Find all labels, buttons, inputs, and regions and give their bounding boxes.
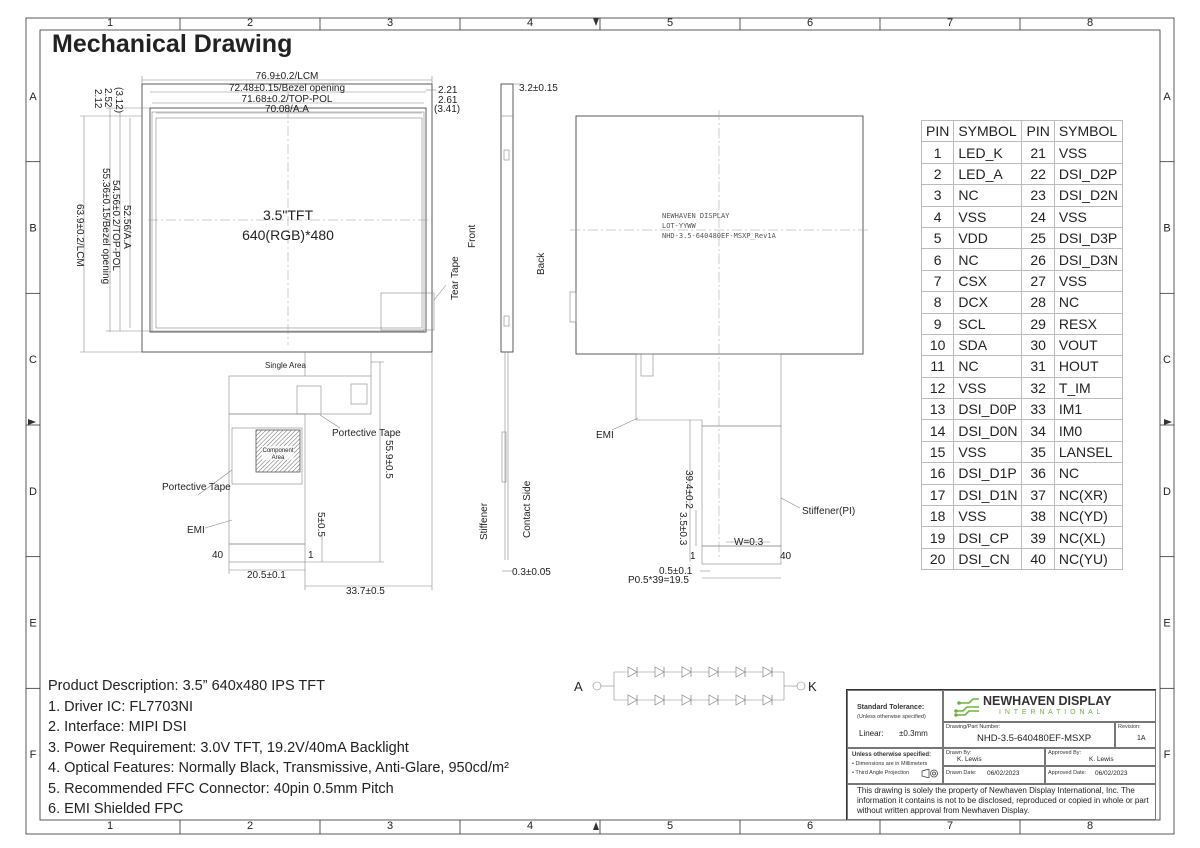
protective-tape-label-left: Portective Tape: [162, 482, 231, 493]
pin-row: [922, 227, 1123, 248]
pin-number: 37: [1022, 484, 1054, 505]
drawn-date: 06/02/2023: [987, 770, 1020, 777]
pin-symbol: DSI_D0P: [954, 399, 1022, 420]
dim-5: 5±0.5: [315, 512, 326, 537]
pin-row: [922, 334, 1123, 355]
stiffener-pi: [702, 426, 781, 546]
pin-symbol: DSI_D3N: [1054, 249, 1122, 270]
desc-interface: 2. Interface: MIPI DSI: [48, 719, 187, 735]
row-index: A: [1163, 90, 1171, 103]
pin-symbol: LED_K: [954, 142, 1022, 163]
bullet-mm: • Dimensions are in Millimeters: [852, 761, 928, 767]
pin-number: 23: [1022, 185, 1054, 206]
led-anode-label: A: [574, 679, 583, 694]
pin-number: 4: [922, 206, 954, 227]
emi-label-back: EMI: [596, 430, 614, 441]
unless-spec-2: Unless otherwise specified:: [852, 752, 932, 758]
pin-number: 19: [922, 527, 954, 548]
pin-row: [922, 163, 1123, 184]
revision-label: Revision:: [1118, 724, 1141, 730]
desc-emi: 6. EMI Shielded FPC: [48, 801, 184, 817]
pin-symbol: RESX: [1054, 313, 1122, 334]
diode-icon: [709, 667, 718, 677]
column-index: 7: [946, 17, 954, 29]
diode-icon: [763, 695, 772, 705]
part-number-label: Drawing/Part Number:: [946, 724, 1001, 730]
pin-number: 12: [922, 377, 954, 398]
pin-symbol: DSI_D3P: [1054, 227, 1122, 248]
part-number: NHD-3.5-640480EF-MSXP: [977, 733, 1092, 744]
dim-lcm-width: 76.9±0.2/LCM: [255, 71, 319, 82]
row-index: C: [1163, 354, 1171, 367]
diode-icon: [763, 667, 772, 677]
drawn-by: K. Lewis: [957, 756, 982, 763]
pin-symbol: NC(XL): [1054, 527, 1122, 548]
diode-icon: [655, 667, 664, 677]
revision: 1A: [1137, 735, 1146, 742]
pin-number: 3: [922, 185, 954, 206]
row-index: E: [1163, 617, 1171, 630]
pin-number: 20: [922, 548, 954, 569]
title-block: [846, 689, 1156, 820]
pin-row: [922, 249, 1123, 270]
pin-number: 36: [1022, 463, 1054, 484]
row-index: F: [1163, 749, 1171, 762]
back-label: Back: [536, 252, 547, 275]
pin-symbol: SDA: [954, 334, 1022, 355]
component-area-label-2: Area: [271, 455, 285, 461]
silk-line-3: NHD-3.5-640480EF-MSXP_Rev1A: [662, 232, 776, 240]
pin-number: 33: [1022, 399, 1054, 420]
pin-symbol: CSX: [954, 270, 1022, 291]
pin-row: [922, 420, 1123, 441]
fpc-top: [229, 376, 371, 414]
drawn-date-label: Drawn Date:: [946, 770, 977, 776]
linear-value: ±0.3mm: [899, 729, 928, 738]
pin-number: 25: [1022, 227, 1054, 248]
desc-power: 3. Power Requirement: 3.0V TFT, 19.2V/40mA Backlight: [48, 739, 409, 756]
dim-394: 39.4±0.2: [683, 470, 694, 509]
pin-symbol: DSI_D2P: [1054, 163, 1122, 184]
side-view: [467, 83, 558, 578]
row-index: B: [1163, 222, 1171, 235]
pin-number: 1: [922, 142, 954, 163]
pin-row: [922, 463, 1123, 484]
bullet-projection: • Third Angle Projection: [852, 770, 910, 776]
diode-icon: [628, 667, 637, 677]
pin-number: 16: [922, 463, 954, 484]
dim-pol-height: 54.56±0.2/TOP-POL: [110, 180, 121, 271]
row-index: D: [1163, 485, 1171, 498]
pin-symbol: IM0: [1054, 420, 1122, 441]
unless-spec-1: (Unless otherwise specified): [857, 714, 926, 720]
column-index: 1: [106, 17, 114, 29]
column-index: 6: [806, 820, 814, 832]
pin-number: 21: [1022, 142, 1054, 163]
pin-symbol: SCL: [954, 313, 1022, 334]
component-area-label-1: Component: [262, 448, 294, 454]
pin-1-back: 1: [690, 551, 696, 562]
desc-optical: 4. Optical Features: Normally Black, Transmissive, Anti-Glare, 950cd/m²: [48, 760, 509, 776]
pin-number: 10: [922, 334, 954, 355]
approved-date-label: Approved Date:: [1048, 770, 1087, 776]
dim-l-252: 2.52: [102, 88, 113, 108]
pin-symbol: DSI_D1N: [954, 484, 1022, 505]
diode-icon: [709, 695, 718, 705]
pin-row: [922, 399, 1123, 420]
pin-symbol: NC: [954, 185, 1022, 206]
pin-symbol: VSS: [1054, 206, 1122, 227]
pin-number: 8: [922, 292, 954, 313]
pin-symbol: NC: [1054, 292, 1122, 313]
pin-number: 5: [922, 227, 954, 248]
pin-number: 24: [1022, 206, 1054, 227]
pin-number: 27: [1022, 270, 1054, 291]
dim-bezel-width: 72.48±0.15/Bezel opening: [228, 83, 346, 94]
pin-row: [922, 142, 1123, 163]
pin-row: [922, 270, 1123, 291]
dim-aa-height: 52.56/A.A: [121, 205, 132, 249]
pin-symbol: VSS: [954, 206, 1022, 227]
dim-bezel-height: 55.36±0.15/Bezel opening: [100, 168, 111, 285]
pitch-2: P0.5*39=19.5: [628, 575, 689, 586]
diode-icon: [682, 667, 691, 677]
diode-icon: [736, 695, 745, 705]
front-view: [74, 71, 461, 597]
pin-number: 13: [922, 399, 954, 420]
pin-symbol: DCX: [954, 292, 1022, 313]
approved-by-label: Approved By:: [1048, 750, 1082, 756]
row-index: C: [29, 354, 37, 367]
row-index: E: [29, 617, 37, 630]
active-area: [156, 118, 422, 328]
pin-row: [922, 506, 1123, 527]
dim-fpc-length: 55.9±0.5: [383, 440, 394, 479]
pin-symbol: DSI_D0N: [954, 420, 1022, 441]
pin-row: [922, 206, 1123, 227]
dim-l-312: (3.12): [113, 87, 124, 114]
column-index: 2: [246, 17, 254, 29]
pin-number: 40: [1022, 548, 1054, 569]
diode-icon: [682, 695, 691, 705]
pin-row: [922, 527, 1123, 548]
single-area-label: Single Area: [265, 361, 306, 370]
dim-r-341: (3.41): [434, 104, 461, 115]
row-index: A: [29, 90, 37, 103]
emi-back: [636, 354, 781, 426]
fpc-contacts: [229, 544, 305, 562]
approved-date: 06/02/2023: [1095, 770, 1128, 777]
diode-icon: [628, 695, 637, 705]
stiffener-label-side: Stiffener: [479, 502, 490, 540]
w-dim: W=0.3: [734, 537, 764, 548]
pin-number: 28: [1022, 292, 1054, 313]
pin-row: [922, 441, 1123, 462]
pin-symbol: LED_A: [954, 163, 1022, 184]
pin-number: 11: [922, 356, 954, 377]
pin-row: [922, 292, 1123, 313]
pin-symbol: NC(XR): [1054, 484, 1122, 505]
pin-symbol: DSI_CN: [954, 548, 1022, 569]
silk-line-1: NEWHAVEN DISPLAY: [662, 212, 730, 220]
pin-number: 14: [922, 420, 954, 441]
column-index: 5: [666, 820, 674, 832]
tear-tape-label: Tear Tape: [450, 256, 461, 300]
pin-40-front: 40: [212, 550, 224, 561]
pin-symbol: NC(YU): [1054, 548, 1122, 569]
desc-driver: 1. Driver IC: FL7703NI: [48, 698, 194, 715]
dim-337: 33.7±0.5: [346, 586, 385, 597]
pin-number: 32: [1022, 377, 1054, 398]
linear-label: Linear:: [859, 729, 884, 738]
dim-lcm-height: 63.9±0.2/LCM: [74, 204, 85, 267]
pin-row: [922, 313, 1123, 334]
pin-40-back: 40: [780, 551, 792, 562]
pin-row: [922, 356, 1123, 377]
pin-number: 38: [1022, 506, 1054, 527]
pin-symbol: VDD: [954, 227, 1022, 248]
dim-thickness: 3.2±0.15: [519, 83, 558, 94]
pin-number: 2: [922, 163, 954, 184]
logo-text: NEWHAVEN DISPLAY: [983, 694, 1112, 708]
std-tolerance: Standard Tolerance:: [857, 704, 925, 711]
pin-symbol: HOUT: [1054, 356, 1122, 377]
desc-connector: 5. Recommended FFC Connector: 40pin 0.5mm Pitch: [48, 780, 394, 797]
pin-number: 18: [922, 506, 954, 527]
pin-number: 9: [922, 313, 954, 334]
pin-number: 17: [922, 484, 954, 505]
pin-number: 6: [922, 249, 954, 270]
pin-table-header: [922, 121, 1123, 142]
pin-symbol: VSS: [954, 377, 1022, 398]
column-index: 1: [106, 820, 114, 832]
product-description: [48, 676, 509, 820]
dim-r-261: 2.61: [438, 95, 458, 106]
pin-symbol: NC(YD): [1054, 506, 1122, 527]
column-index: 4: [526, 820, 534, 832]
pin-number: 26: [1022, 249, 1054, 270]
stiffener-pi-label: Stiffener(PI): [802, 506, 856, 517]
protective-tape-label-right: Portective Tape: [332, 428, 401, 439]
tft-label-1: 3.5"TFT: [262, 207, 314, 223]
property-notice: This drawing is solely the property of Newhaven Display International, Inc. The information it contains is not to be disclosed, reproduced or copied in whole or part without written approval from Newhaven Display.: [857, 786, 1149, 815]
pin-symbol: VSS: [1054, 142, 1122, 163]
pin-symbol: DSI_D1P: [954, 463, 1022, 484]
dim-r-221: 2.21: [438, 85, 458, 96]
pin-row: [922, 377, 1123, 398]
pin-symbol: VSS: [954, 506, 1022, 527]
back-view: [570, 110, 870, 586]
pin-row: [922, 484, 1123, 505]
led-cathode-label: K: [808, 679, 817, 694]
column-index: 8: [1086, 820, 1094, 832]
header-symbol-1: SYMBOL: [954, 121, 1022, 142]
emi-label-front: EMI: [187, 525, 205, 536]
column-index: 7: [946, 820, 954, 832]
dim-l-212: 2.12: [92, 89, 103, 109]
pin-number: 29: [1022, 313, 1054, 334]
dim-205: 20.5±0.1: [247, 570, 286, 581]
header-pin-2: PIN: [1022, 121, 1054, 142]
side-outline: [501, 84, 513, 352]
front-label: Front: [467, 224, 478, 248]
pitch-1: 0.5±0.1: [659, 566, 693, 577]
pin-row: [922, 185, 1123, 206]
pin-number: 35: [1022, 441, 1054, 462]
pin-symbol: NC: [1054, 463, 1122, 484]
pin-number: 31: [1022, 356, 1054, 377]
pin-number: 7: [922, 270, 954, 291]
header-symbol-2: SYMBOL: [1054, 121, 1122, 142]
page-title: Mechanical Drawing: [52, 30, 293, 58]
drawn-by-label: Drawn By:: [946, 750, 972, 756]
pin-number: 34: [1022, 420, 1054, 441]
logo-circuit-icon: [953, 695, 981, 719]
row-index: F: [29, 749, 37, 762]
dim-pol-width: 71.68±0.2/TOP-POL: [241, 94, 333, 105]
diode-icon: [736, 667, 745, 677]
pin-symbol: VOUT: [1054, 334, 1122, 355]
contact-side-label: Contact Side: [522, 480, 533, 538]
dim-fpc-thickness: 0.3±0.05: [512, 567, 551, 578]
pin-row: [922, 548, 1123, 569]
dim-aa-width: 70.08/A.A: [265, 104, 309, 115]
pin-symbol: LANSEL: [1054, 441, 1122, 462]
pin-symbol: NC: [954, 249, 1022, 270]
pin-symbol: T_IM: [1054, 377, 1122, 398]
back-contacts: [702, 546, 781, 564]
pin-symbol: DSI_D2N: [1054, 185, 1122, 206]
column-index: 2: [246, 820, 254, 832]
header-pin-1: PIN: [922, 121, 954, 142]
pin-number: 30: [1022, 334, 1054, 355]
diode-icon: [655, 695, 664, 705]
column-index: 5: [666, 17, 674, 29]
pin-symbol: IM1: [1054, 399, 1122, 420]
projection-icon: [921, 769, 939, 778]
column-index: 3: [386, 820, 394, 832]
pin-1-front: 1: [308, 550, 314, 561]
silk-line-2: LOT-YYWW: [662, 222, 696, 230]
column-index: 3: [386, 17, 394, 29]
pin-number: 15: [922, 441, 954, 462]
row-index: D: [29, 485, 37, 498]
pin-symbol: DSI_CP: [954, 527, 1022, 548]
pin-table: [921, 120, 1123, 570]
pin-number: 22: [1022, 163, 1054, 184]
pin-symbol: VSS: [954, 441, 1022, 462]
pin-symbol: VSS: [1054, 270, 1122, 291]
column-index: 8: [1086, 17, 1094, 29]
dim-35: 3.5±0.3: [677, 512, 688, 546]
tft-label-2: 640(RGB)*480: [242, 227, 334, 243]
logo-subtext: I N T E R N A T I O N A L: [999, 709, 1102, 716]
desc-heading: Product Description: 3.5” 640x480 IPS TFT: [48, 678, 325, 694]
column-index: 4: [526, 17, 534, 29]
row-index: B: [29, 222, 37, 235]
approved-by: K. Lewis: [1089, 756, 1114, 763]
led-schematic: [574, 667, 817, 705]
pin-symbol: NC: [954, 356, 1022, 377]
column-index: 6: [806, 17, 814, 29]
pin-number: 39: [1022, 527, 1054, 548]
